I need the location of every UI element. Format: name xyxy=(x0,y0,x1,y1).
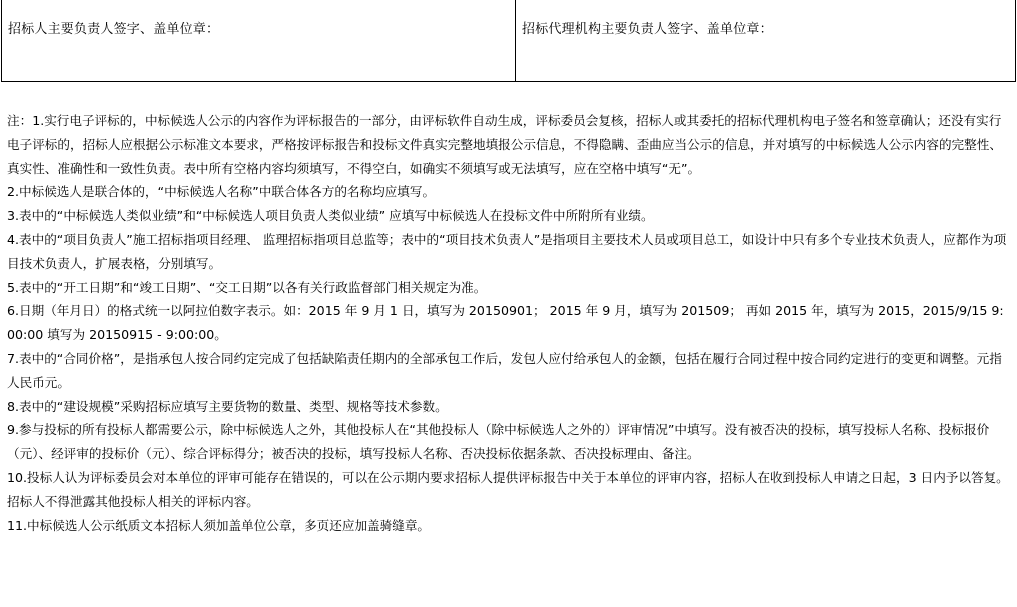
note-9: 9.参与投标的所有投标人都需要公示，除中标候选人之外，其他投标人在“其他投标人（除中标候选人之外的）评审情况”中填写。没有被否决的投标，填写投标人名称、投标报价（元）、经评审的投标价（元）、综合评标得分；被否决的投标，填写投标人名称、否决投标依据条款、否决投标理由、备注。 xyxy=(7,422,990,462)
note-6: 6.日期（年月日）的格式统一以阿拉伯数字表示。如：2015 年 9 月 1 日，填写为 20150901； 2015 年 9 月，填写为 201509； 再如 2015 年，填写为 2015，2015/9/15 9:00:00 填写为 20150915 - 9:00:00。 xyxy=(7,303,1004,343)
note-10: 10.投标人认为评标委员会对本单位的评审可能存在错误的，可以在公示期内要求招标人提供评标报告中关于本单位的评审内容，招标人在收到投标人申请之日起，3 日内予以答复。招标人不得泄露其他投标人相关的评标内容。 xyxy=(7,469,1009,509)
note-11: 11.中标候选人公示纸质文本招标人须加盖单位公章，多页还应加盖骑缝章。 xyxy=(7,517,431,533)
signature-table xyxy=(1,0,1016,82)
agency-signature-label: 招标代理机构主要负责人签字、盖单位章： xyxy=(522,22,773,37)
tenderer-signature-cell xyxy=(2,0,516,82)
note-5: 5.表中的“开工日期”和“竣工日期”、“交工日期”以各有关行政监督部门相关规定为准。 xyxy=(7,279,487,295)
note-2: 2.中标候选人是联合体的，“中标候选人名称”中联合体各方的名称均应填写。 xyxy=(7,184,436,200)
note-1: 注：1.实行电子评标的，中标候选人公示的内容作为评标报告的一部分，由评标软件自动生成，评标委员会复核，招标人或其委托的招标代理机构电子签名和签章确认；还没有实行电子评标的，招标人应根据公示标准文本要求，严格按评标报告和投标文件真实完整地填报公示信息，不得隐瞒、歪曲应当公示的信息，并对填写的中标候选人公示内容的完整性、真实性、准确性和一致性负责。表中所有空格内容均须填写，不得空白，如确实不须填写或无法填写，应在空格中填写“无”。 xyxy=(7,113,1002,176)
note-4: 4.表中的“项目负责人”施工招标指项目经理、 监理招标指项目总监等；表中的“项目技术负责人”是指项目主要技术人员或项目总工，如设计中只有多个专业技术负责人，应都作为项目技术负责人，扩展表格，分别填写。 xyxy=(7,231,1007,271)
tenderer-signature-label: 招标人主要负责人签字、盖单位章： xyxy=(8,22,220,37)
agency-signature-cell xyxy=(516,0,1016,82)
note-7: 7.表中的“合同价格”，是指承包人按合同约定完成了包括缺陷责任期内的全部承包工作后，发包人应付给承包人的金额，包括在履行合同过程中按合同约定进行的变更和调整。元指人民币元。 xyxy=(7,350,1002,390)
notes-section xyxy=(7,109,1010,537)
note-3: 3.表中的“中标候选人类似业绩”和“中标候选人项目负责人类似业绩” 应填写中标候选人在投标文件中所附所有业绩。 xyxy=(7,208,654,224)
signature-row xyxy=(2,0,1016,82)
note-8: 8.表中的“建设规模”采购招标应填写主要货物的数量、类型、规格等技术参数。 xyxy=(7,398,448,414)
